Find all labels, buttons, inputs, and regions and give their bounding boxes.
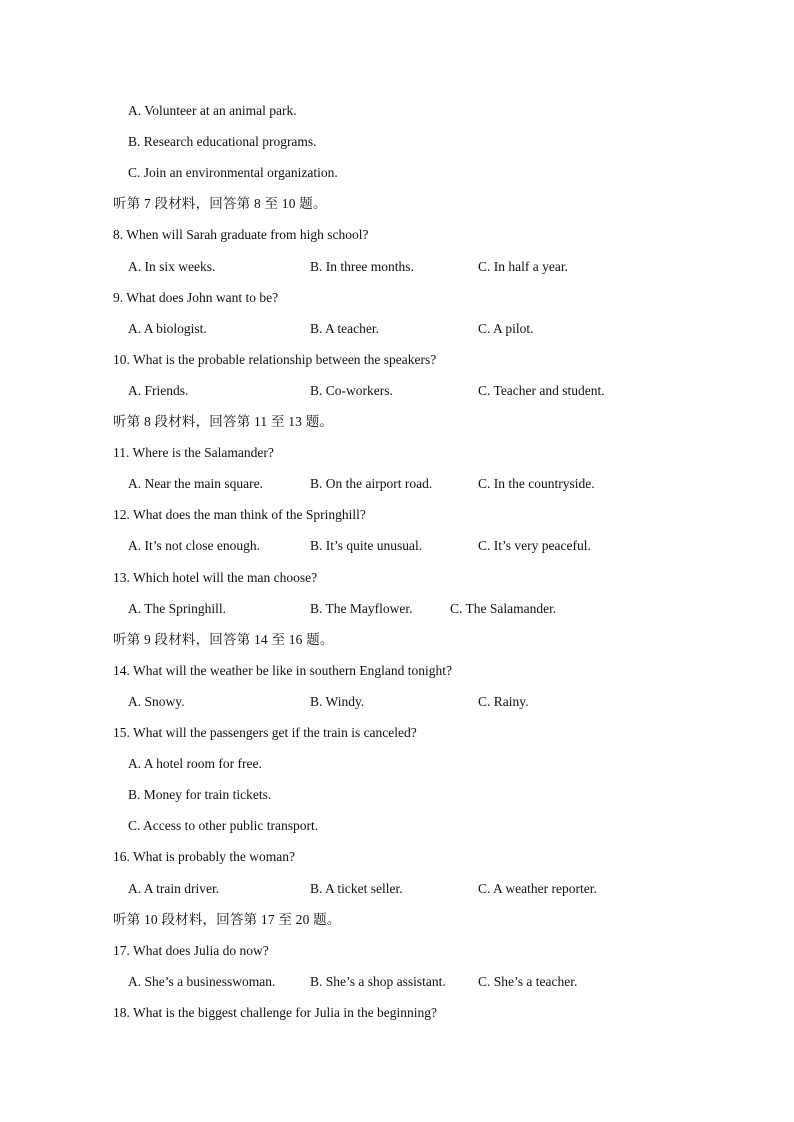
question-text: 15. What will the passengers get if the train is canceled? [113, 725, 417, 740]
option-a: A. The Springhill. [128, 600, 227, 616]
option-b: B. In three months. [310, 258, 414, 274]
option-c: C. In half a year. [478, 258, 568, 274]
option-b: B. Windy. [310, 693, 365, 709]
option-a: A. Near the main square. [128, 476, 263, 492]
question-text: 16. What is probably the woman? [113, 849, 295, 865]
option-a: A. A train driver. [128, 880, 220, 896]
question-text: 18. What is the biggest challenge for Julia in the beginning? [113, 1004, 438, 1020]
option-c: C. Teacher and student. [478, 382, 605, 398]
option-line-text: A. Volunteer at an animal park. [128, 103, 297, 118]
option-a: A. It’s not close enough. [128, 538, 260, 554]
option-a: A. She’s a businesswoman. [128, 973, 276, 989]
option-b: B. Co-workers. [310, 382, 393, 398]
question-text: 17. What does Julia do now? [113, 942, 269, 958]
option-c: C. The Salamander. [450, 600, 557, 616]
option-line-text: A. A hotel room for free. [128, 756, 262, 772]
option-b: B. A ticket seller. [310, 880, 403, 896]
section-instruction-text: 听第 7 段材料，回答第 8 至 10 题。 [113, 196, 327, 212]
option-b: B. The Mayflower. [310, 600, 413, 616]
question-text: 12. What does the man think of the Springhill? [113, 507, 366, 523]
question-text: 13. Which hotel will the man choose? [113, 569, 318, 585]
option-line-text: B. Research educational programs. [128, 134, 317, 150]
option-c: C. She’s a teacher. [478, 973, 578, 989]
option-b: B. She’s a shop assistant. [310, 973, 446, 989]
option-line-text: C. Join an environmental organization. [128, 165, 338, 181]
option-a: A. In six weeks. [128, 258, 216, 274]
option-a: A. Friends. [128, 382, 189, 398]
option-c: C. A weather reporter. [478, 880, 597, 896]
question-text: 10. What is the probable relationship between the speakers? [113, 351, 437, 367]
option-c: C. A pilot. [478, 320, 534, 336]
section-instruction-text: 听第 8 段材料，回答第 11 至 13 题。 [113, 414, 334, 429]
option-a: A. A biologist. [128, 320, 207, 336]
option-b: B. A teacher. [310, 320, 379, 336]
option-c: C. In the countryside. [478, 476, 595, 492]
question-text: 14. What will the weather be like in southern England tonight? [113, 662, 453, 678]
question-text: 11. Where is the Salamander? [113, 445, 274, 461]
option-b: B. On the airport road. [310, 476, 433, 492]
question-text: 9. What does John want to be? [113, 289, 279, 305]
option-c: C. It’s very peaceful. [478, 538, 591, 554]
option-a: A. Snowy. [128, 693, 185, 709]
option-line-text: B. Money for train tickets. [128, 787, 272, 803]
section-instruction-text: 听第 10 段材料，回答第 17 至 20 题。 [113, 911, 341, 927]
option-c: C. Rainy. [478, 693, 529, 709]
option-line-text: C. Access to other public transport. [128, 818, 319, 834]
option-b: B. It’s quite unusual. [310, 538, 423, 554]
section-instruction-text: 听第 9 段材料，回答第 14 至 16 题。 [113, 631, 334, 647]
question-text: 8. When will Sarah graduate from high school? [113, 227, 369, 243]
